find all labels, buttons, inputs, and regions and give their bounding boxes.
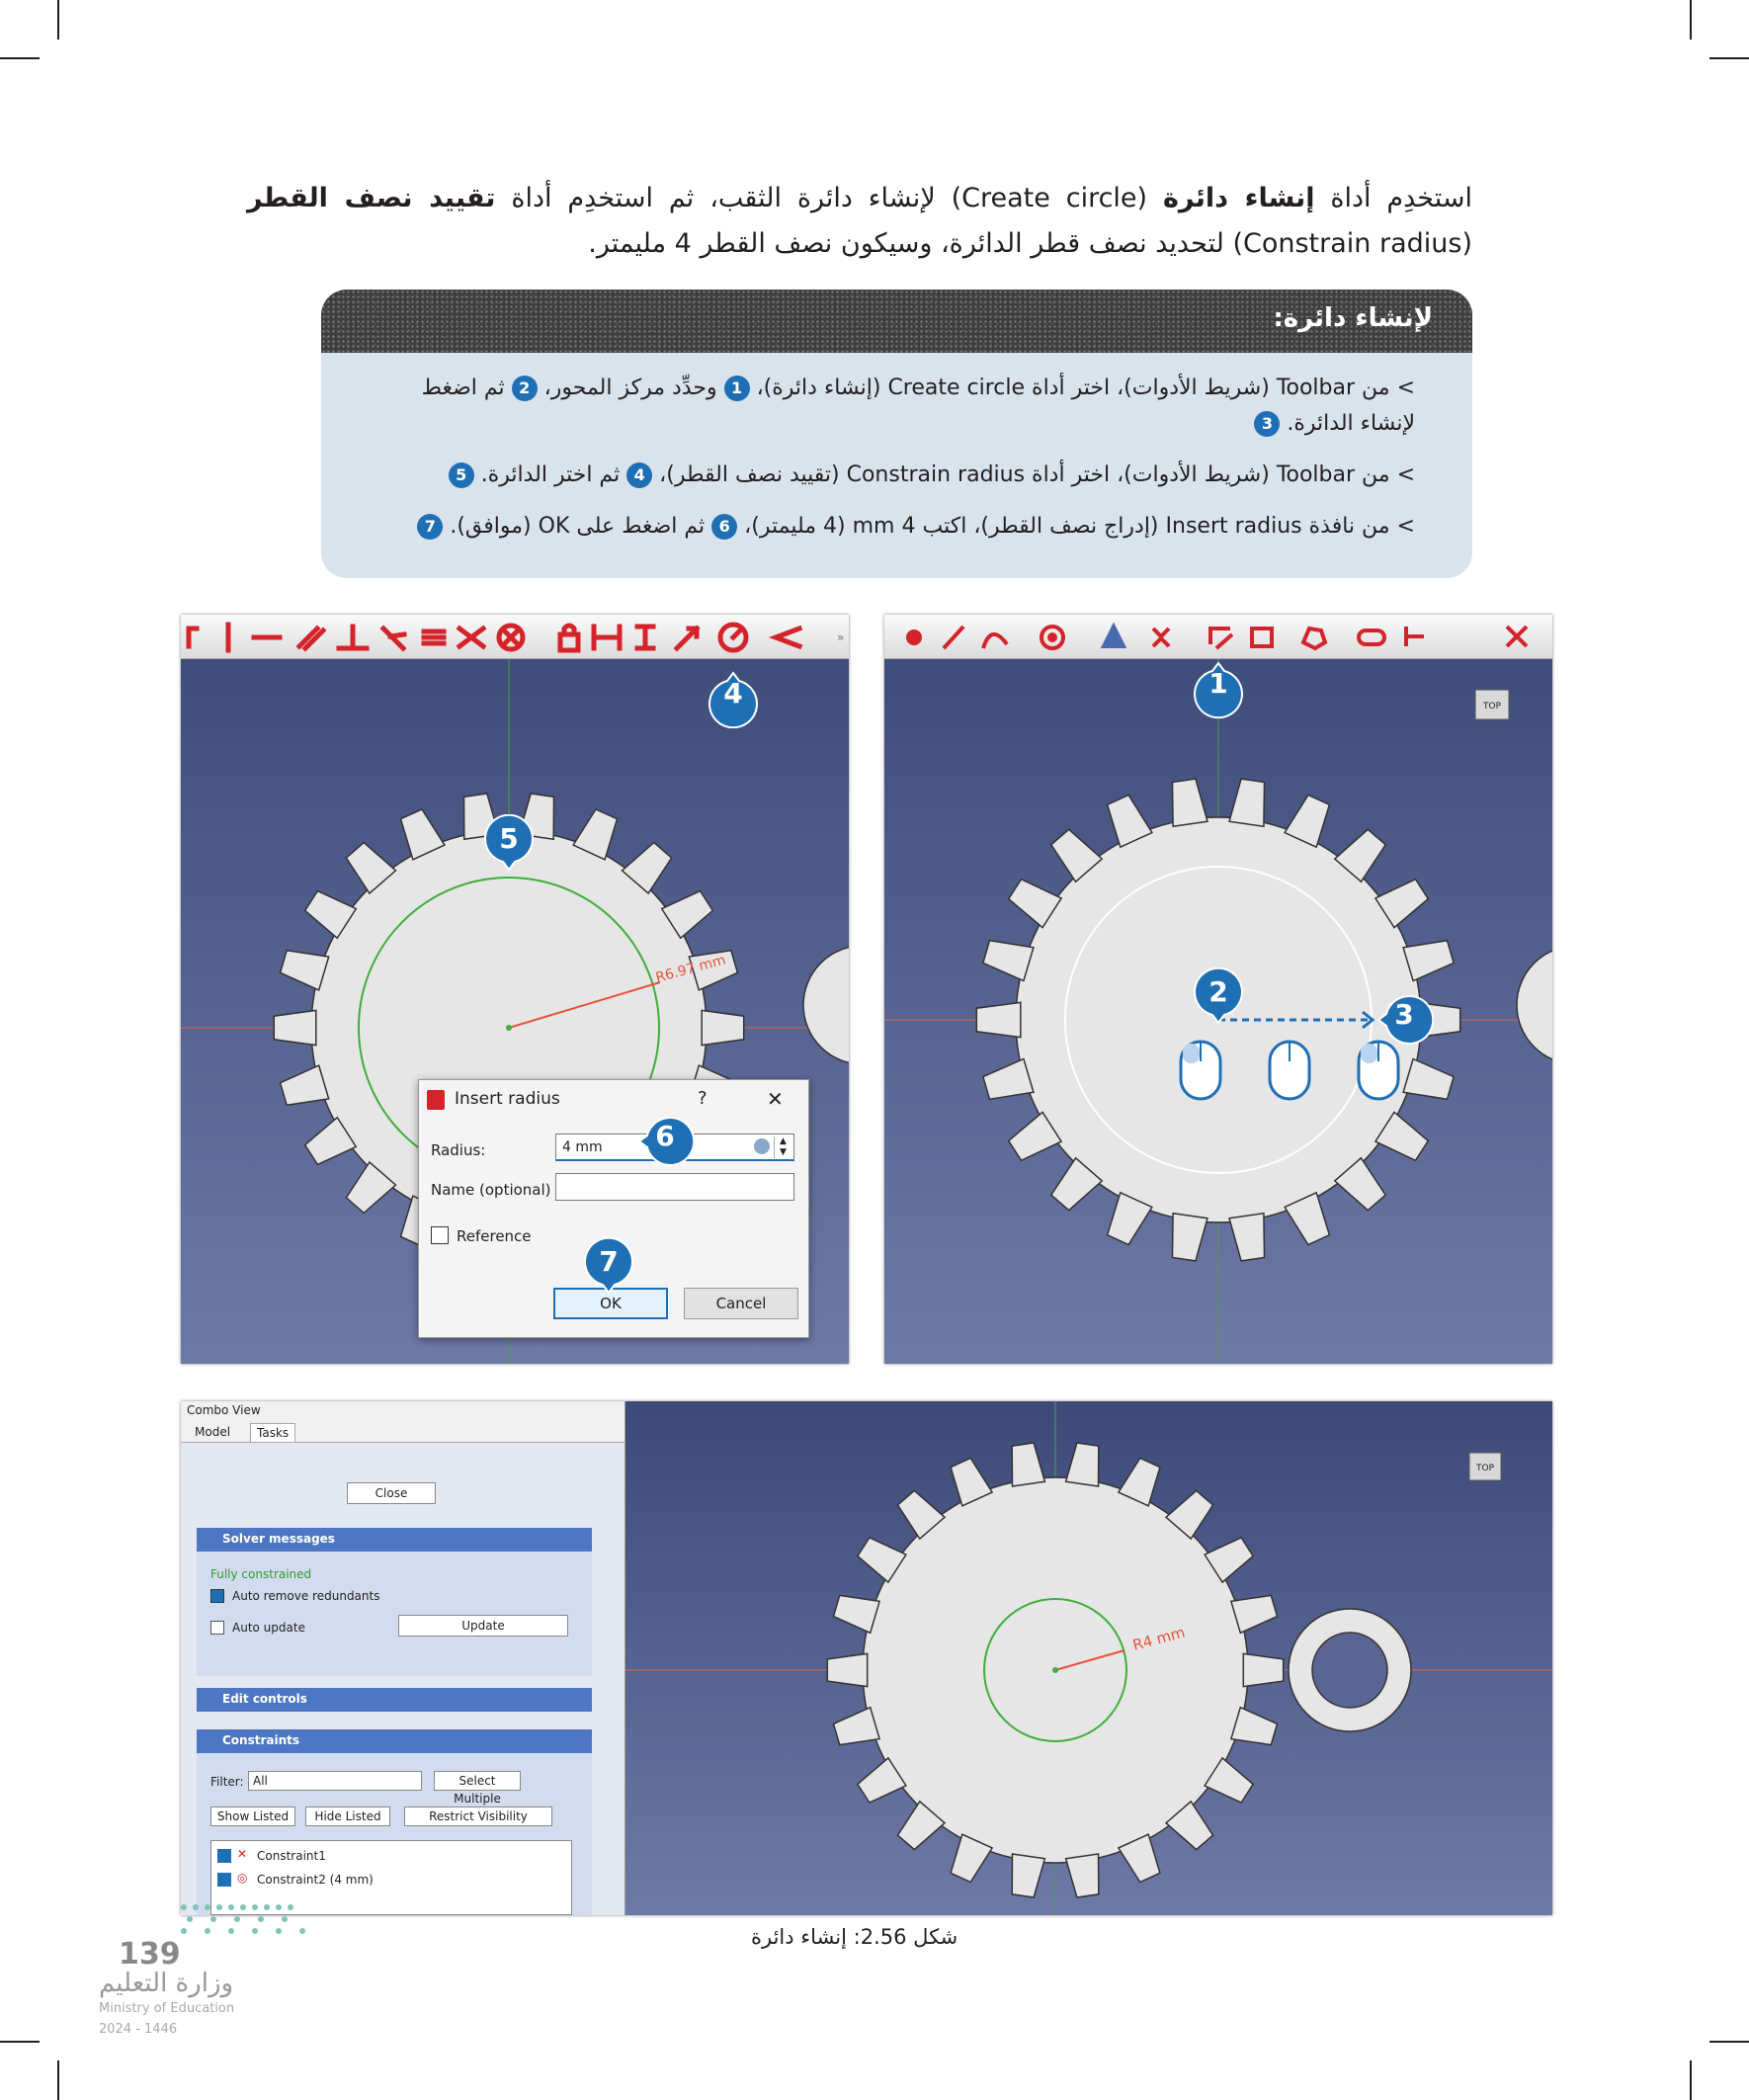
callout-number: 2 bbox=[1208, 975, 1228, 1008]
intro-text: (Constrain radius) لتحديد نصف قطر الدائرة، وسيكون نصف القطر 4 مليمتر. bbox=[588, 228, 1472, 259]
instruction-box-title: لإنشاء دائرة: bbox=[1273, 303, 1433, 333]
list-item[interactable]: Constraint2 (4 mm) bbox=[257, 1873, 374, 1887]
step-number-badge: 5 bbox=[449, 462, 474, 488]
mouse-click-icon bbox=[1181, 1042, 1220, 1099]
auto-remove-checkbox[interactable] bbox=[210, 1589, 224, 1603]
step-text: ثم اضغط على OK (موافق). bbox=[443, 514, 712, 539]
reference-checkbox[interactable] bbox=[431, 1226, 449, 1244]
gear-tooth bbox=[1012, 1854, 1044, 1897]
gear-tooth bbox=[1229, 779, 1265, 826]
intro-bold-create-circle: إنشاء دائرة bbox=[1162, 183, 1315, 213]
step-number-badge: 4 bbox=[626, 462, 652, 488]
restrict-visibility-button[interactable]: Restrict Visibility bbox=[404, 1806, 552, 1826]
callout-number: 6 bbox=[655, 1120, 675, 1152]
step-number-badge: 6 bbox=[711, 514, 737, 540]
crop-mark bbox=[1690, 2060, 1692, 2100]
gear-tooth bbox=[834, 1595, 880, 1633]
crop-mark bbox=[57, 0, 59, 40]
step-1 bbox=[365, 371, 1415, 442]
step-text: > من Toolbar (شريط الأدوات)، اختر أداة Constrain radius (تقييد نصف القطر)، bbox=[652, 462, 1415, 487]
name-label: Name (optional) bbox=[431, 1181, 551, 1199]
step-text: وحدِّد مركز المحور، bbox=[537, 376, 724, 400]
callout-number: 1 bbox=[1208, 667, 1228, 700]
step-number-badge: 3 bbox=[1254, 411, 1280, 437]
step-number-badge: 7 bbox=[417, 514, 443, 540]
gear-tooth bbox=[976, 1002, 1021, 1037]
solver-messages-body bbox=[197, 1552, 592, 1676]
step-text: > من Toolbar (شريط الأدوات)، اختر أداة Create circle (إنشاء دائرة)، bbox=[749, 376, 1415, 400]
filter-select[interactable]: All bbox=[248, 1771, 422, 1791]
left-screenshot bbox=[181, 615, 849, 1364]
select-multiple-button[interactable]: Select Multiple bbox=[434, 1771, 521, 1791]
constraint-radius-icon: ◎ bbox=[237, 1871, 248, 1885]
expression-icon[interactable] bbox=[754, 1138, 770, 1154]
callout-4 bbox=[704, 669, 763, 728]
tab-model[interactable]: Model bbox=[195, 1425, 231, 1439]
auto-update-checkbox[interactable] bbox=[210, 1621, 224, 1635]
navigation-cube[interactable] bbox=[1475, 690, 1509, 719]
reference-label: Reference bbox=[457, 1227, 532, 1245]
intro-paragraph bbox=[247, 176, 1472, 267]
gear-tooth bbox=[1231, 1595, 1278, 1633]
combo-view-panel bbox=[181, 1401, 625, 1915]
mouse-click-icon bbox=[1359, 1042, 1398, 1099]
step-number-badge: 1 bbox=[724, 376, 750, 401]
gear-tooth bbox=[702, 1010, 744, 1045]
solver-status: Fully constrained bbox=[210, 1567, 312, 1581]
step-3 bbox=[365, 509, 1415, 545]
list-item[interactable]: Constraint1 bbox=[257, 1849, 326, 1863]
gear-tooth bbox=[1243, 1653, 1283, 1686]
gear-tooth bbox=[1403, 1059, 1454, 1100]
show-listed-button[interactable]: Show Listed bbox=[210, 1806, 295, 1826]
constraint-checkbox[interactable] bbox=[217, 1849, 231, 1863]
ministry-name-ar: وزارة التعليم bbox=[99, 1969, 234, 1998]
gear-tooth bbox=[1012, 1443, 1044, 1486]
edit-controls-header[interactable]: Edit controls bbox=[197, 1688, 592, 1712]
small-gear-shape bbox=[1517, 946, 1552, 1064]
callout-number: 4 bbox=[723, 677, 743, 710]
ok-button[interactable]: OK bbox=[553, 1288, 668, 1319]
constraint-checkbox[interactable] bbox=[217, 1873, 231, 1887]
insert-radius-dialog bbox=[418, 1079, 809, 1338]
small-gear-shape bbox=[1289, 1609, 1411, 1731]
hide-listed-button[interactable]: Hide Listed bbox=[305, 1806, 390, 1826]
auto-update-label: Auto update bbox=[232, 1621, 305, 1635]
tab-tasks[interactable]: Tasks bbox=[250, 1423, 295, 1442]
name-input[interactable] bbox=[555, 1173, 794, 1201]
radius-label: Radius: bbox=[431, 1141, 486, 1159]
right-screenshot bbox=[884, 615, 1552, 1364]
close-button[interactable]: Close bbox=[347, 1482, 436, 1504]
small-gear-shape bbox=[803, 946, 849, 1064]
radius-input-value: 4 mm bbox=[562, 1139, 603, 1155]
gear-tooth bbox=[1403, 941, 1454, 981]
gear-tooth bbox=[1229, 1214, 1265, 1261]
instruction-box-header bbox=[321, 290, 1472, 353]
gear-tooth bbox=[983, 1059, 1034, 1100]
constraints-header[interactable]: Constraints bbox=[197, 1729, 592, 1753]
callout-7 bbox=[579, 1237, 638, 1297]
year-label: 2024 - 1446 bbox=[99, 2022, 178, 2037]
gear-tooth bbox=[983, 941, 1034, 981]
radius-dimension-label: R6.97 mm bbox=[653, 952, 728, 986]
step-number-badge: 2 bbox=[512, 376, 538, 401]
intro-text: استخدِم أداة bbox=[1314, 183, 1472, 213]
nav-cube-label: TOP bbox=[1483, 702, 1502, 712]
gear-tooth bbox=[834, 1708, 880, 1745]
intro-text: (Create circle) لإنشاء دائرة الثقب، ثم استخدِم أداة bbox=[495, 183, 1163, 213]
gear-tooth bbox=[1066, 1854, 1099, 1897]
intro-bold-constrain-radius: تقييد نصف القطر bbox=[247, 183, 496, 213]
figure-caption: شكل 2.56: إنشاء دائرة bbox=[751, 1925, 958, 1949]
navigation-cube[interactable] bbox=[1469, 1453, 1501, 1480]
svg-text:»: » bbox=[837, 630, 845, 644]
step-text: ثم اضغط لإنشاء الدائرة. bbox=[421, 376, 1415, 436]
ministry-name-en: Ministry of Education bbox=[99, 2001, 235, 2016]
callout-number: 7 bbox=[599, 1245, 619, 1278]
constraints-body bbox=[197, 1753, 592, 1915]
spin-arrows-icon[interactable]: ▲ ▼ bbox=[774, 1136, 791, 1158]
callout-number: 5 bbox=[499, 822, 519, 855]
callout-6 bbox=[635, 1112, 695, 1171]
step-text: ثم اختر الدائرة. bbox=[473, 462, 627, 487]
crop-mark bbox=[1690, 0, 1692, 40]
step-text: > من نافذة Insert radius (إدراج نصف القطر)، اكتب 4 mm (4 مليمتر)، bbox=[737, 514, 1415, 539]
solver-messages-header[interactable]: Solver messages bbox=[197, 1528, 592, 1552]
crop-mark bbox=[0, 2041, 40, 2043]
combo-tabs bbox=[181, 1421, 625, 1443]
nav-cube-label: TOP bbox=[1476, 1464, 1495, 1473]
gear-tooth bbox=[1231, 1708, 1278, 1745]
ministry-logo-dots-icon bbox=[174, 1897, 322, 1947]
gear-tooth bbox=[1066, 1443, 1099, 1486]
callout-5 bbox=[479, 814, 539, 874]
callout-1 bbox=[1189, 659, 1248, 718]
radius-dimension-label: R4 mm bbox=[1130, 1623, 1188, 1654]
crop-mark bbox=[0, 57, 40, 59]
dialog-title: Insert radius bbox=[455, 1089, 560, 1109]
crop-mark bbox=[57, 2060, 59, 2100]
update-button[interactable]: Update bbox=[398, 1615, 568, 1637]
page-number: 139 bbox=[119, 1937, 181, 1972]
mouse-move-icon bbox=[1270, 1042, 1309, 1099]
gear-tooth bbox=[1173, 1214, 1208, 1261]
combo-view-title: Combo View bbox=[181, 1401, 625, 1421]
step-2 bbox=[365, 458, 1415, 493]
help-button[interactable]: ? bbox=[698, 1088, 708, 1109]
gear-tooth bbox=[1173, 779, 1208, 826]
instruction-box bbox=[321, 290, 1472, 578]
callout-number: 3 bbox=[1394, 998, 1414, 1031]
callout-3 bbox=[1374, 990, 1434, 1050]
close-button[interactable]: ✕ bbox=[767, 1087, 784, 1111]
gear-tooth bbox=[827, 1653, 867, 1686]
cancel-button[interactable]: Cancel bbox=[684, 1288, 798, 1319]
filter-label: Filter: bbox=[210, 1775, 244, 1789]
bottom-screenshot bbox=[181, 1401, 1552, 1915]
gear-tooth bbox=[274, 1010, 316, 1045]
instruction-steps bbox=[321, 353, 1472, 545]
constraint-coincident-icon: ✕ bbox=[237, 1847, 248, 1861]
freecad-logo-icon bbox=[427, 1090, 445, 1110]
callout-2 bbox=[1189, 967, 1248, 1027]
auto-remove-label: Auto remove redundants bbox=[232, 1589, 380, 1603]
crop-mark bbox=[1709, 57, 1749, 59]
crop-mark bbox=[1709, 2041, 1749, 2043]
